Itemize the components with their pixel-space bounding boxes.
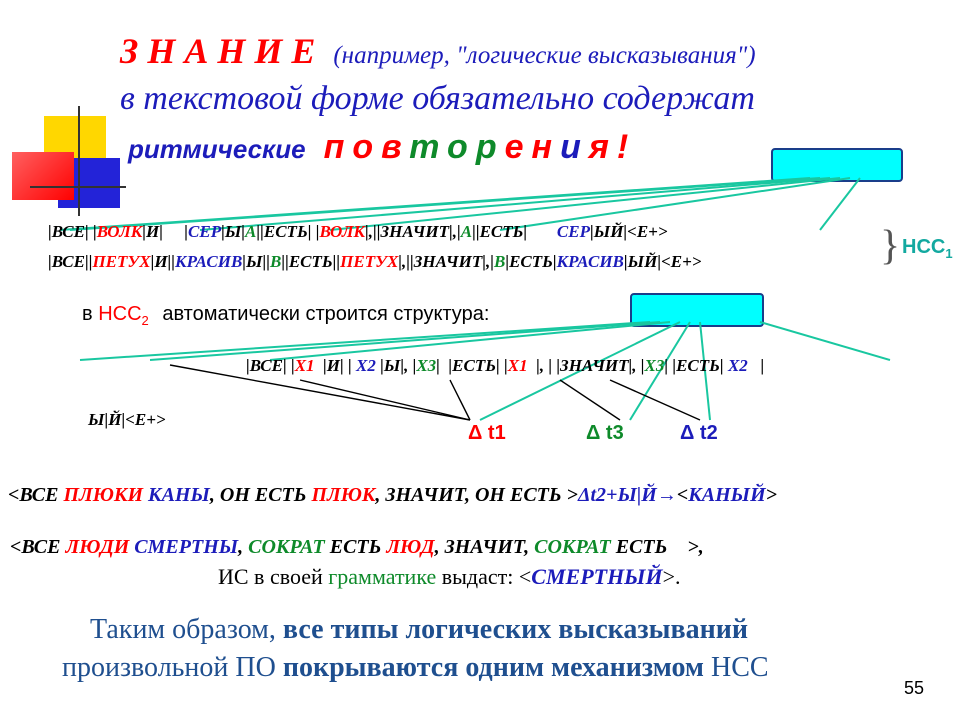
ncc1-row1-seg: ||ЕСТЬ| | [256,222,320,241]
ex2-result-c: выдаст: < [436,564,532,589]
example2-seg: СОКРАТ [534,536,611,558]
ncc1-row2-seg: |Ы|| [242,252,271,271]
delta-t1: Δ t1 [468,422,506,444]
ncc1-row2-seg: |,||ЗНАЧИТ|,| [398,252,494,271]
ncc1-row1-seg: ВОЛК [319,222,366,241]
ncc1-row1-seg: |,||ЗНАЧИТ|,| [365,222,461,241]
ncc1-row1-seg: СЕР [556,222,590,241]
ncc1-row2-seg: КРАСИВ [556,252,624,271]
ncc1-row2-seg: |ЕСТЬ| [505,252,557,271]
ncc1-row-2 [48,252,702,272]
example2-seg: ЕСТЬ [324,536,387,558]
ncc1-row2-seg: КРАСИВ [175,252,243,271]
ncc2-row-seg: X1 [507,356,528,375]
repeat-letter-seg: н [531,128,561,166]
example1-seg: КАНЫ [148,484,210,506]
conclusion-l2c: НСС [704,652,769,683]
example1-seg: > [765,484,778,506]
ncc1-row2-seg: ||ЕСТЬ|| [281,252,341,271]
example2-seg: ЛЮДИ [65,536,130,558]
conclusion-l1a: Таким образом, [90,614,283,645]
conclusion-l2b: покрываются одним механизмом [282,652,704,683]
ncc1-row1-seg: |ВСЕ| | [48,222,97,241]
ncc1-row2-seg: ПЕТУХ [92,252,151,271]
ncc2-row-seg: | |ЕСТЬ| | [436,356,508,375]
conclusion-l1b: все типы логических высказываний [282,614,749,645]
ncc1-row2-seg: |ВСЕ|| [48,252,93,271]
delta-t2: Δ t2 [680,422,718,444]
repeat-letter-seg: р [475,128,505,166]
repeat-letter-seg: и [560,128,589,166]
ncc1-row1-seg: ||ЕСТЬ| [472,222,557,241]
page-number: 55 [904,678,925,698]
example-2-result [218,564,681,590]
ncc2-row-seg: |ВСЕ| | [246,356,295,375]
ncc2-heading [82,303,489,328]
ncc2-row-seg: X3 [416,356,437,375]
example1-seg: ПЛЮКИ [63,484,144,506]
example2-seg: <ВСЕ [10,536,66,558]
example1-seg: ПЛЮК [311,484,376,506]
example1-seg: Δt2+ [577,484,618,506]
conclusion-l2a: произвольной ПО [62,652,283,683]
ncc2-row-seg: X3 [644,356,665,375]
ncc1-label-sub: 1 [945,246,953,261]
repeat-letter-seg: о [352,128,382,166]
title-word: З Н А Н И Е [120,31,316,71]
ncc2-text: автоматически строится структура: [162,303,490,325]
conclusion-line2 [62,652,769,684]
example1-seg: < [676,484,689,506]
example1-seg: → [656,484,677,506]
ncc2-prefix: в [82,303,99,325]
ncc2-row-seg: | [747,356,765,375]
ncc1-row1-seg: СЕР [188,222,222,241]
repeat-letter-seg: ! [616,128,637,166]
example2-seg: СОКРАТ [248,536,325,558]
ncc1-brace: } [880,223,901,269]
repeat-letter-seg: т [409,128,448,166]
example2-seg: ЕСТЬ >, [610,536,704,558]
example2-seg: ЛЮД [386,536,435,558]
title-line3-prefix: ритмические [128,134,306,164]
example1-seg: <ВСЕ [8,484,64,506]
example-1 [8,484,777,507]
ncc1-row2-seg: |И|| [150,252,176,271]
ncc2-structure-cont: Ы|Й|<Е+> [88,410,166,429]
example1-seg: , ОН ЕСТЬ [209,484,312,506]
example1-seg: КАНЫЙ [688,484,766,506]
ncc1-row2-seg: ПЕТУХ [340,252,399,271]
ncc1-label [902,236,953,261]
repeat-letter-seg: в [381,128,410,166]
title-example: (например, "логические высказывания") [333,42,756,69]
example1-seg: Ы|Й [617,484,657,506]
ncc2-row-seg: X1 [294,356,315,375]
repeat-letter-seg: е [504,128,532,166]
ncc2-row-seg: X2 [727,356,748,375]
example2-seg: , [238,536,249,558]
delta-t3: Δ t3 [586,422,624,444]
ncc1-row1-seg: А [245,222,257,241]
ncc1-row1-seg: А [460,222,473,241]
ncc2-label-sub: 2 [141,313,149,328]
ex2-result-mortal: СМЕРТНЫЙ [531,564,663,589]
ncc1-label-text: НСС [902,236,946,258]
ncc1-row2-seg: |ЫЙ|<Е+> [623,252,702,271]
ncc2-row-seg: | |ЕСТЬ| [664,356,728,375]
ncc1-row2-seg: В [270,252,282,271]
ncc2-row-seg: |Ы|, | [375,356,417,375]
ex2-result-e: >. [662,564,681,589]
example1-seg: , ЗНАЧИТ, ОН ЕСТЬ > [375,484,578,506]
ncc1-row1-seg: ВОЛК [96,222,143,241]
ncc1-row1-seg: |Ы| [221,222,246,241]
repeat-letter-seg: п [323,128,353,166]
example2-seg: СМЕРТНЫ [134,536,239,558]
example-2 [10,536,704,559]
example2-seg: , ЗНАЧИТ, [434,536,535,558]
ncc1-row1-seg: | [163,222,189,241]
ex2-result-grammar: грамматике [328,564,437,589]
ncc1-row2-seg: В [493,252,506,271]
ncc1-row1-seg: |И| [142,222,164,241]
repeat-letter-seg: я [588,128,617,166]
ncc2-row-seg: X2 [356,356,376,375]
conclusion-line1 [90,614,748,646]
ex2-result-a: ИС в своей [218,564,329,589]
repeat-letter-seg: о [447,128,476,166]
ncc2-row-seg: |И| | [314,356,357,375]
ncc2-label: НСС [98,303,142,325]
ncc1-row1-seg: |ЫЙ|<Е+> [589,222,668,241]
title-line2: в текстовой форме обязательно содержат [120,80,755,117]
ncc2-row-seg: |, | |ЗНАЧИТ|, | [527,356,645,375]
ncc1-row-1 [48,222,668,242]
ncc2-structure-row [246,356,764,376]
